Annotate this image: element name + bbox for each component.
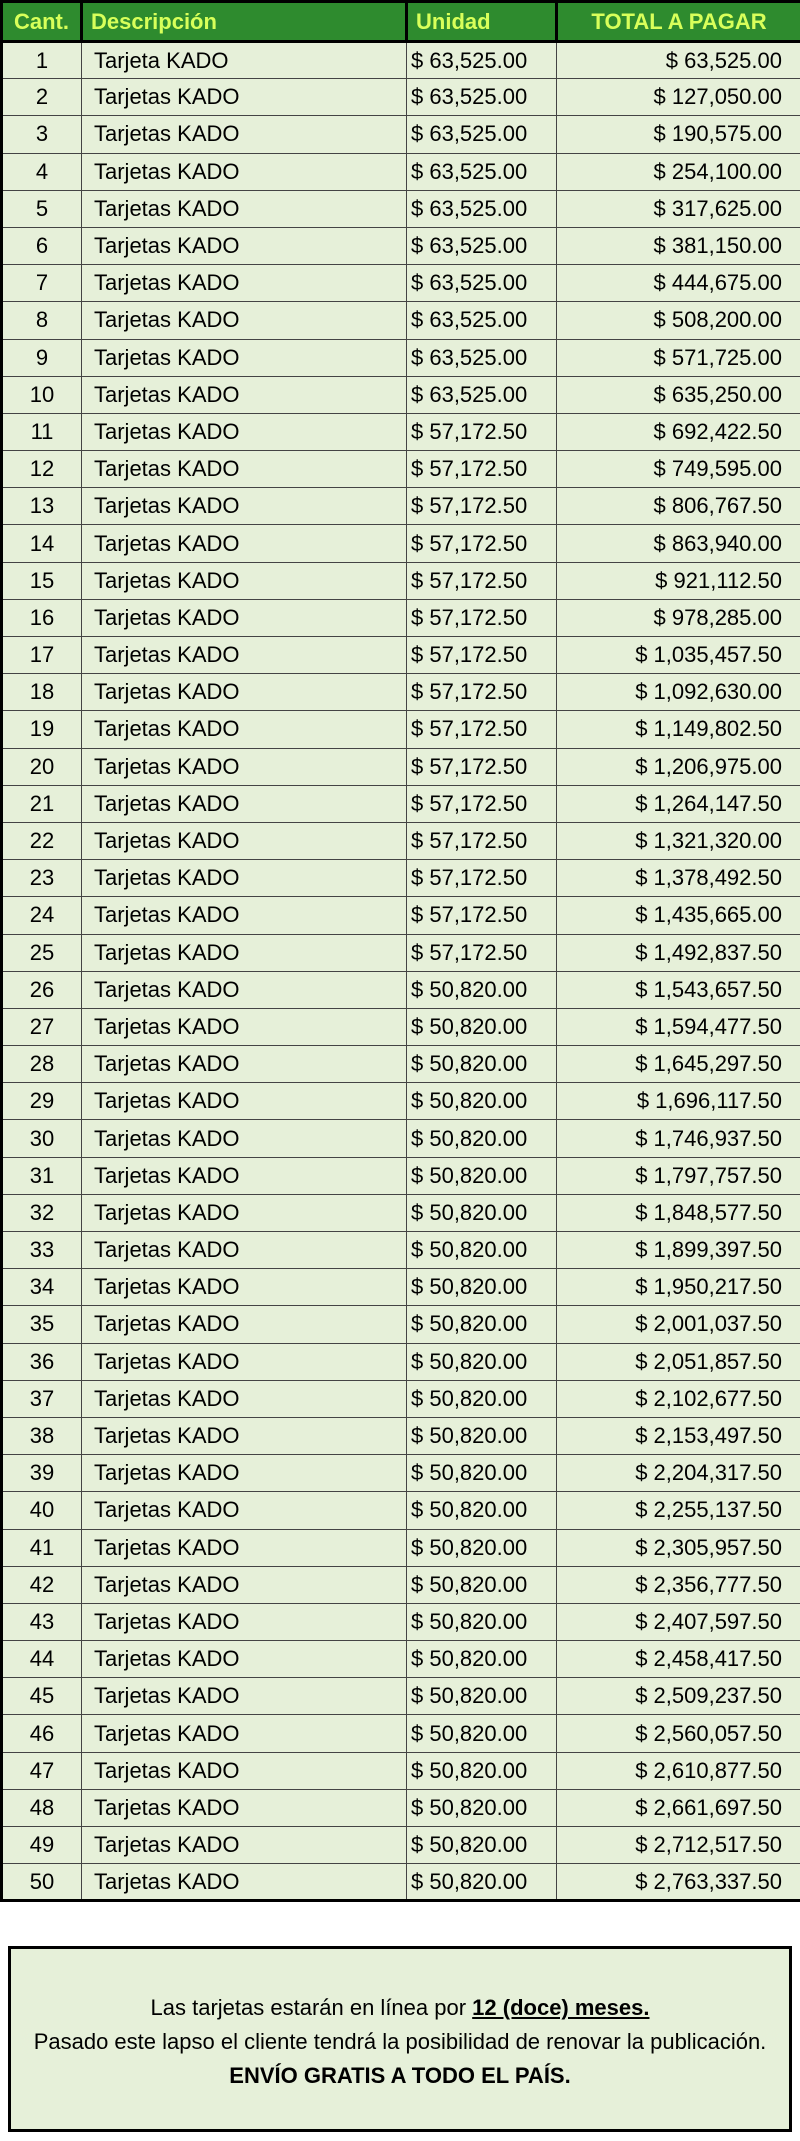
- cell-unit: $ 50,820.00: [407, 1083, 557, 1120]
- cell-total: $ 381,150.00: [557, 227, 800, 264]
- cell-total: $ 1,492,837.50: [557, 934, 800, 971]
- cell-cant: 31: [2, 1157, 82, 1194]
- cell-desc: Tarjetas KADO: [82, 488, 407, 525]
- cell-cant: 17: [2, 637, 82, 674]
- cell-unit: $ 57,172.50: [407, 860, 557, 897]
- table-body: [2, 42, 800, 1901]
- cell-cant: 2: [2, 79, 82, 116]
- cell-desc: Tarjetas KADO: [82, 1008, 407, 1045]
- cell-unit: $ 63,525.00: [407, 190, 557, 227]
- cell-cant: 35: [2, 1306, 82, 1343]
- cell-cant: 3: [2, 116, 82, 153]
- cell-cant: 32: [2, 1194, 82, 1231]
- cell-unit: $ 50,820.00: [407, 1343, 557, 1380]
- cell-desc: Tarjetas KADO: [82, 562, 407, 599]
- cell-cant: 49: [2, 1827, 82, 1864]
- cell-unit: $ 50,820.00: [407, 1864, 557, 1901]
- cell-desc: Tarjetas KADO: [82, 1492, 407, 1529]
- cell-total: $ 1,696,117.50: [557, 1083, 800, 1120]
- cell-desc: Tarjetas KADO: [82, 1827, 407, 1864]
- cell-desc: Tarjetas KADO: [82, 1752, 407, 1789]
- cell-cant: 46: [2, 1715, 82, 1752]
- cell-cant: 22: [2, 822, 82, 859]
- cell-total: $ 317,625.00: [557, 190, 800, 227]
- cell-unit: $ 63,525.00: [407, 302, 557, 339]
- cell-desc: Tarjetas KADO: [82, 1343, 407, 1380]
- cell-desc: Tarjetas KADO: [82, 1641, 407, 1678]
- table-row: [2, 711, 800, 748]
- table-row: [2, 1455, 800, 1492]
- cell-unit: $ 57,172.50: [407, 562, 557, 599]
- table-row: [2, 42, 800, 79]
- table-header: [2, 2, 800, 42]
- cell-cant: 4: [2, 153, 82, 190]
- cell-total: $ 254,100.00: [557, 153, 800, 190]
- cell-cant: 34: [2, 1269, 82, 1306]
- cell-unit: $ 57,172.50: [407, 525, 557, 562]
- cell-cant: 27: [2, 1008, 82, 1045]
- cell-total: $ 2,458,417.50: [557, 1641, 800, 1678]
- cell-unit: $ 50,820.00: [407, 1529, 557, 1566]
- cell-cant: 38: [2, 1417, 82, 1454]
- cell-unit: $ 63,525.00: [407, 227, 557, 264]
- table-row: [2, 1046, 800, 1083]
- cell-unit: $ 50,820.00: [407, 1120, 557, 1157]
- cell-cant: 37: [2, 1380, 82, 1417]
- cell-desc: Tarjetas KADO: [82, 1157, 407, 1194]
- table-row: [2, 488, 800, 525]
- table-row: [2, 1380, 800, 1417]
- table-row: [2, 376, 800, 413]
- cell-cant: 47: [2, 1752, 82, 1789]
- cell-cant: 9: [2, 339, 82, 376]
- cell-unit: $ 50,820.00: [407, 1715, 557, 1752]
- cell-desc: Tarjetas KADO: [82, 1566, 407, 1603]
- cell-unit: $ 50,820.00: [407, 1455, 557, 1492]
- cell-total: $ 63,525.00: [557, 42, 800, 79]
- cell-cant: 41: [2, 1529, 82, 1566]
- table-row: [2, 934, 800, 971]
- cell-unit: $ 50,820.00: [407, 1492, 557, 1529]
- table-row: [2, 1083, 800, 1120]
- table-row: [2, 1566, 800, 1603]
- table-row: [2, 971, 800, 1008]
- cell-unit: $ 50,820.00: [407, 1752, 557, 1789]
- cell-desc: Tarjetas KADO: [82, 413, 407, 450]
- cell-cant: 24: [2, 897, 82, 934]
- cell-total: $ 692,422.50: [557, 413, 800, 450]
- cell-desc: Tarjetas KADO: [82, 1455, 407, 1492]
- cell-total: $ 2,509,237.50: [557, 1678, 800, 1715]
- cell-unit: $ 50,820.00: [407, 1827, 557, 1864]
- cell-desc: Tarjetas KADO: [82, 748, 407, 785]
- cell-desc: Tarjetas KADO: [82, 1046, 407, 1083]
- cell-total: $ 508,200.00: [557, 302, 800, 339]
- cell-desc: Tarjetas KADO: [82, 525, 407, 562]
- cell-cant: 13: [2, 488, 82, 525]
- cell-total: $ 1,035,457.50: [557, 637, 800, 674]
- table-row: [2, 1194, 800, 1231]
- table-row: [2, 1343, 800, 1380]
- cell-unit: $ 63,525.00: [407, 339, 557, 376]
- cell-total: $ 2,305,957.50: [557, 1529, 800, 1566]
- cell-unit: $ 50,820.00: [407, 1194, 557, 1231]
- cell-cant: 6: [2, 227, 82, 264]
- table-row: [2, 1678, 800, 1715]
- cell-total: $ 2,153,497.50: [557, 1417, 800, 1454]
- cell-total: $ 571,725.00: [557, 339, 800, 376]
- header-total: TOTAL A PAGAR: [557, 2, 800, 42]
- cell-cant: 40: [2, 1492, 82, 1529]
- cell-cant: 20: [2, 748, 82, 785]
- cell-total: $ 1,746,937.50: [557, 1120, 800, 1157]
- cell-unit: $ 57,172.50: [407, 488, 557, 525]
- cell-unit: $ 50,820.00: [407, 1678, 557, 1715]
- cell-desc: Tarjetas KADO: [82, 1789, 407, 1826]
- cell-total: $ 2,356,777.50: [557, 1566, 800, 1603]
- cell-unit: $ 63,525.00: [407, 153, 557, 190]
- cell-desc: Tarjetas KADO: [82, 153, 407, 190]
- cell-desc: Tarjetas KADO: [82, 116, 407, 153]
- cell-total: $ 190,575.00: [557, 116, 800, 153]
- cell-cant: 33: [2, 1232, 82, 1269]
- table-row: [2, 1120, 800, 1157]
- cell-desc: Tarjetas KADO: [82, 302, 407, 339]
- cell-desc: Tarjetas KADO: [82, 339, 407, 376]
- cell-desc: Tarjetas KADO: [82, 265, 407, 302]
- cell-cant: 50: [2, 1864, 82, 1901]
- cell-cant: 44: [2, 1641, 82, 1678]
- table-row: [2, 1157, 800, 1194]
- cell-cant: 25: [2, 934, 82, 971]
- cell-desc: Tarjetas KADO: [82, 897, 407, 934]
- cell-unit: $ 57,172.50: [407, 711, 557, 748]
- cell-total: $ 127,050.00: [557, 79, 800, 116]
- note-line-1: [11, 1991, 789, 2025]
- cell-cant: 8: [2, 302, 82, 339]
- cell-total: $ 921,112.50: [557, 562, 800, 599]
- cell-unit: $ 50,820.00: [407, 1603, 557, 1640]
- cell-cant: 43: [2, 1603, 82, 1640]
- cell-unit: $ 57,172.50: [407, 674, 557, 711]
- table-row: [2, 748, 800, 785]
- cell-unit: $ 57,172.50: [407, 637, 557, 674]
- cell-total: $ 2,001,037.50: [557, 1306, 800, 1343]
- cell-unit: $ 57,172.50: [407, 934, 557, 971]
- cell-desc: Tarjetas KADO: [82, 376, 407, 413]
- table-row: [2, 79, 800, 116]
- cell-unit: $ 63,525.00: [407, 376, 557, 413]
- cell-total: $ 1,092,630.00: [557, 674, 800, 711]
- table-row: [2, 1008, 800, 1045]
- table-row: [2, 785, 800, 822]
- cell-total: $ 1,899,397.50: [557, 1232, 800, 1269]
- note-line-1-emphasis: 12 (doce) meses.: [472, 1995, 650, 2020]
- table-row: [2, 599, 800, 636]
- cell-desc: Tarjetas KADO: [82, 1120, 407, 1157]
- cell-unit: $ 57,172.50: [407, 897, 557, 934]
- cell-total: $ 1,950,217.50: [557, 1269, 800, 1306]
- cell-total: $ 1,645,297.50: [557, 1046, 800, 1083]
- cell-desc: Tarjetas KADO: [82, 1603, 407, 1640]
- cell-cant: 10: [2, 376, 82, 413]
- cell-cant: 29: [2, 1083, 82, 1120]
- cell-total: $ 978,285.00: [557, 599, 800, 636]
- cell-total: $ 2,255,137.50: [557, 1492, 800, 1529]
- cell-cant: 16: [2, 599, 82, 636]
- cell-total: $ 2,102,677.50: [557, 1380, 800, 1417]
- info-note: [8, 1946, 792, 2132]
- cell-unit: $ 50,820.00: [407, 1380, 557, 1417]
- cell-total: $ 2,204,317.50: [557, 1455, 800, 1492]
- cell-unit: $ 63,525.00: [407, 265, 557, 302]
- cell-desc: Tarjetas KADO: [82, 227, 407, 264]
- cell-unit: $ 50,820.00: [407, 1157, 557, 1194]
- cell-cant: 21: [2, 785, 82, 822]
- cell-unit: $ 57,172.50: [407, 785, 557, 822]
- cell-total: $ 1,206,975.00: [557, 748, 800, 785]
- cell-cant: 19: [2, 711, 82, 748]
- note-line-2: Pasado este lapso el cliente tendrá la posibilidad de renovar la publicación.: [33, 2029, 767, 2054]
- cell-unit: $ 57,172.50: [407, 748, 557, 785]
- cell-desc: Tarjetas KADO: [82, 1232, 407, 1269]
- table-row: [2, 116, 800, 153]
- table-row: [2, 1864, 800, 1901]
- cell-total: $ 2,712,517.50: [557, 1827, 800, 1864]
- cell-desc: Tarjetas KADO: [82, 1269, 407, 1306]
- cell-cant: 11: [2, 413, 82, 450]
- table-row: [2, 1827, 800, 1864]
- cell-total: $ 806,767.50: [557, 488, 800, 525]
- cell-unit: $ 57,172.50: [407, 599, 557, 636]
- cell-total: $ 444,675.00: [557, 265, 800, 302]
- cell-total: $ 2,610,877.50: [557, 1752, 800, 1789]
- table-row: [2, 860, 800, 897]
- cell-unit: $ 50,820.00: [407, 1306, 557, 1343]
- cell-cant: 1: [2, 42, 82, 79]
- table-row: [2, 339, 800, 376]
- cell-desc: Tarjeta KADO: [82, 42, 407, 79]
- table-row: [2, 562, 800, 599]
- table-row: [2, 190, 800, 227]
- table-row: [2, 1641, 800, 1678]
- note-line-3: ENVÍO GRATIS A TODO EL PAÍS.: [229, 2063, 571, 2088]
- cell-cant: 42: [2, 1566, 82, 1603]
- header-row: [2, 2, 800, 42]
- cell-desc: Tarjetas KADO: [82, 190, 407, 227]
- cell-total: $ 2,407,597.50: [557, 1603, 800, 1640]
- cell-unit: $ 63,525.00: [407, 79, 557, 116]
- table-row: [2, 1269, 800, 1306]
- cell-unit: $ 57,172.50: [407, 822, 557, 859]
- table-row: [2, 1306, 800, 1343]
- table-row: [2, 1715, 800, 1752]
- cell-cant: 23: [2, 860, 82, 897]
- cell-total: $ 1,378,492.50: [557, 860, 800, 897]
- cell-unit: $ 50,820.00: [407, 1789, 557, 1826]
- cell-total: $ 1,435,665.00: [557, 897, 800, 934]
- cell-cant: 12: [2, 451, 82, 488]
- cell-desc: Tarjetas KADO: [82, 1715, 407, 1752]
- table-row: [2, 1492, 800, 1529]
- cell-total: $ 2,661,697.50: [557, 1789, 800, 1826]
- cell-total: $ 1,848,577.50: [557, 1194, 800, 1231]
- cell-total: $ 749,595.00: [557, 451, 800, 488]
- table-row: [2, 265, 800, 302]
- table-row: [2, 897, 800, 934]
- cell-cant: 28: [2, 1046, 82, 1083]
- cell-total: $ 1,797,757.50: [557, 1157, 800, 1194]
- cell-total: $ 1,543,657.50: [557, 971, 800, 1008]
- cell-unit: $ 50,820.00: [407, 1566, 557, 1603]
- cell-desc: Tarjetas KADO: [82, 674, 407, 711]
- cell-desc: Tarjetas KADO: [82, 822, 407, 859]
- header-descripcion: Descripción: [82, 2, 407, 42]
- cell-unit: $ 50,820.00: [407, 1417, 557, 1454]
- table-row: [2, 227, 800, 264]
- note-line-1-prefix: Las tarjetas estarán en línea por: [150, 1995, 473, 2020]
- cell-unit: $ 63,525.00: [407, 42, 557, 79]
- cell-desc: Tarjetas KADO: [82, 1306, 407, 1343]
- table-row: [2, 1603, 800, 1640]
- cell-unit: $ 50,820.00: [407, 1232, 557, 1269]
- cell-cant: 7: [2, 265, 82, 302]
- table-row: [2, 451, 800, 488]
- table-row: [2, 1417, 800, 1454]
- cell-unit: $ 57,172.50: [407, 413, 557, 450]
- cell-desc: Tarjetas KADO: [82, 1529, 407, 1566]
- table-row: [2, 525, 800, 562]
- table-row: [2, 674, 800, 711]
- table-row: [2, 1752, 800, 1789]
- cell-desc: Tarjetas KADO: [82, 1864, 407, 1901]
- cell-cant: 39: [2, 1455, 82, 1492]
- cell-unit: $ 50,820.00: [407, 1269, 557, 1306]
- cell-cant: 30: [2, 1120, 82, 1157]
- table-row: [2, 1232, 800, 1269]
- cell-total: $ 1,321,320.00: [557, 822, 800, 859]
- header-unidad: Unidad: [407, 2, 557, 42]
- cell-desc: Tarjetas KADO: [82, 785, 407, 822]
- cell-cant: 15: [2, 562, 82, 599]
- cell-total: $ 2,560,057.50: [557, 1715, 800, 1752]
- cell-unit: $ 50,820.00: [407, 1046, 557, 1083]
- cell-desc: Tarjetas KADO: [82, 451, 407, 488]
- cell-desc: Tarjetas KADO: [82, 79, 407, 116]
- table-row: [2, 1789, 800, 1826]
- cell-total: $ 2,763,337.50: [557, 1864, 800, 1901]
- cell-cant: 26: [2, 971, 82, 1008]
- cell-total: $ 1,594,477.50: [557, 1008, 800, 1045]
- cell-cant: 14: [2, 525, 82, 562]
- table-row: [2, 413, 800, 450]
- cell-desc: Tarjetas KADO: [82, 860, 407, 897]
- cell-desc: Tarjetas KADO: [82, 711, 407, 748]
- cell-total: $ 1,149,802.50: [557, 711, 800, 748]
- cell-cant: 5: [2, 190, 82, 227]
- cell-desc: Tarjetas KADO: [82, 934, 407, 971]
- cell-total: $ 1,264,147.50: [557, 785, 800, 822]
- cell-cant: 36: [2, 1343, 82, 1380]
- cell-desc: Tarjetas KADO: [82, 637, 407, 674]
- cell-desc: Tarjetas KADO: [82, 1417, 407, 1454]
- cell-cant: 18: [2, 674, 82, 711]
- cell-desc: Tarjetas KADO: [82, 1083, 407, 1120]
- cell-desc: Tarjetas KADO: [82, 1194, 407, 1231]
- cell-total: $ 635,250.00: [557, 376, 800, 413]
- table-row: [2, 822, 800, 859]
- cell-desc: Tarjetas KADO: [82, 1380, 407, 1417]
- table-row: [2, 1529, 800, 1566]
- cell-unit: $ 63,525.00: [407, 116, 557, 153]
- table-row: [2, 153, 800, 190]
- cell-unit: $ 50,820.00: [407, 1641, 557, 1678]
- cell-desc: Tarjetas KADO: [82, 971, 407, 1008]
- table-row: [2, 302, 800, 339]
- cell-total: $ 863,940.00: [557, 525, 800, 562]
- cell-cant: 45: [2, 1678, 82, 1715]
- cell-unit: $ 50,820.00: [407, 1008, 557, 1045]
- table-row: [2, 637, 800, 674]
- header-cant: Cant.: [2, 2, 82, 42]
- cell-total: $ 2,051,857.50: [557, 1343, 800, 1380]
- cell-unit: $ 57,172.50: [407, 451, 557, 488]
- cell-desc: Tarjetas KADO: [82, 599, 407, 636]
- cell-cant: 48: [2, 1789, 82, 1826]
- cell-desc: Tarjetas KADO: [82, 1678, 407, 1715]
- cell-unit: $ 50,820.00: [407, 971, 557, 1008]
